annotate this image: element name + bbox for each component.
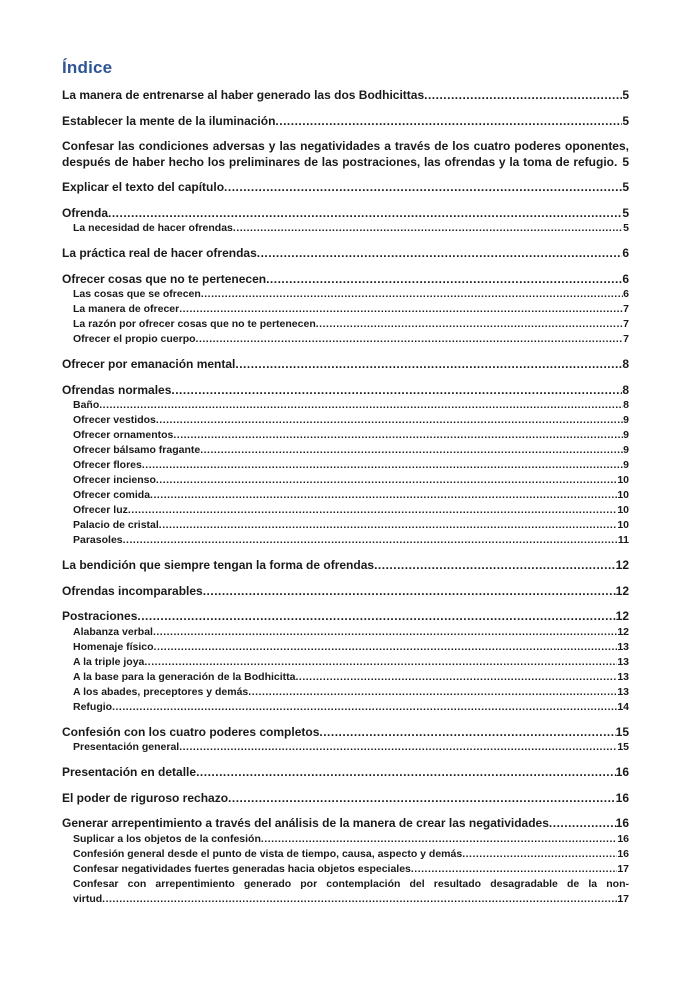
toc-leader-dots — [319, 725, 615, 741]
toc-page-number: 7 — [623, 333, 629, 345]
toc-page-number: 13 — [617, 655, 629, 668]
toc-leader-dots — [266, 272, 622, 288]
toc-entry[interactable] — [62, 670, 629, 685]
toc-entry[interactable] — [62, 317, 629, 332]
toc-page-number: 16 — [617, 832, 629, 845]
toc-entry-title: Ofrendas incomparables — [62, 583, 203, 598]
toc-page-number: 10 — [617, 489, 629, 501]
toc-list — [62, 88, 629, 907]
toc-entry-title: Las cosas que se ofrecen — [73, 288, 201, 300]
toc-entry[interactable] — [62, 609, 629, 625]
toc-leader-dots — [275, 114, 622, 130]
toc-entry[interactable] — [62, 206, 629, 222]
toc-entry-title: Ofrecer flores — [73, 459, 142, 471]
toc-entry-title: Suplicar a los objetos de la confesión — [73, 832, 261, 845]
toc-leader-dots — [108, 206, 622, 222]
toc-leader-dots — [549, 816, 616, 832]
toc-leader-dots — [248, 685, 617, 700]
toc-leader-dots — [196, 765, 616, 781]
toc-entry-title: Ofrecer bálsamo fragante — [73, 444, 201, 456]
toc-entry[interactable] — [62, 862, 629, 877]
toc-leader-dots — [179, 302, 623, 317]
toc-entry[interactable] — [62, 488, 629, 503]
toc-page-number: 6 — [622, 246, 629, 260]
toc-entry-title: después de haber hecho los preliminares de las postraciones, las ofrendas y la toma de refugio. — [62, 154, 618, 169]
toc-entry[interactable] — [62, 287, 629, 302]
toc-entry[interactable] — [62, 246, 629, 262]
toc-leader-dots — [128, 503, 617, 518]
toc-leader-dots — [179, 740, 617, 755]
toc-page-number: 5 — [623, 222, 629, 234]
toc-page-number: 16 — [615, 816, 629, 830]
toc-entry[interactable] — [62, 114, 629, 130]
toc-entry[interactable] — [62, 625, 629, 640]
toc-page-number: 11 — [617, 534, 629, 546]
toc-entry[interactable] — [62, 740, 629, 755]
toc-entry-title: Palacio de cristal — [73, 519, 159, 531]
toc-entry-title: La manera de entrenarse al haber generado las dos Bodhicittas — [62, 88, 425, 102]
toc-leader-dots — [200, 443, 623, 458]
toc-page-number: 5 — [622, 180, 629, 194]
toc-entry[interactable] — [62, 357, 629, 373]
toc-entry[interactable] — [62, 180, 629, 196]
toc-page-number: 9 — [623, 444, 629, 456]
toc-page-number: 10 — [617, 504, 629, 516]
toc-leader-dots — [462, 847, 617, 862]
toc-leader-dots — [137, 609, 615, 625]
toc-entry-title: La razón por ofrecer cosas que no te pertenecen — [73, 318, 316, 330]
toc-entry[interactable] — [62, 832, 629, 847]
toc-entry-title: Ofrendas normales — [62, 382, 172, 397]
toc-entry[interactable] — [62, 383, 629, 399]
toc-leader-dots — [144, 655, 617, 670]
toc-entry-title: Ofrecer comida — [73, 489, 151, 501]
toc-entry-title: Establecer la mente de la iluminación — [62, 113, 276, 128]
toc-entry-title: La manera de ofrecer — [73, 303, 180, 315]
toc-entry-title: Ofrecer por emanación mental — [62, 357, 236, 371]
toc-entry[interactable] — [62, 685, 629, 700]
toc-leader-dots — [156, 473, 617, 488]
toc-entry-title: virtud — [73, 892, 103, 905]
toc-leader-dots — [171, 383, 622, 399]
toc-page-number: 9 — [623, 414, 629, 426]
toc-entry[interactable] — [62, 725, 629, 741]
toc-leader-dots — [374, 558, 616, 574]
toc-page-number: 12 — [615, 609, 629, 623]
toc-entry-title: La bendición que siempre tengan la forma de ofrendas — [62, 558, 375, 572]
toc-entry[interactable] — [62, 816, 629, 832]
toc-entry-title: La necesidad de hacer ofrendas — [73, 222, 233, 234]
toc-leader-dots — [196, 332, 624, 347]
toc-entry[interactable] — [62, 428, 629, 443]
toc-leader-dots — [150, 488, 617, 503]
toc-entry[interactable] — [62, 877, 629, 907]
toc-leader-dots — [228, 791, 616, 807]
toc-entry-title: A la triple joya — [73, 655, 145, 668]
toc-entry-title: A la base para la generación de la Bodhicitta — [73, 670, 296, 683]
toc-entry-title: Alabanza verbal — [73, 625, 153, 638]
toc-entry-title: Parasoles — [73, 534, 123, 546]
toc-entry-title: Presentación en detalle — [62, 765, 197, 779]
toc-entry-title: Baño — [73, 399, 100, 411]
toc-page-number: 16 — [615, 765, 629, 779]
toc-entry-title: Presentación general — [73, 741, 180, 753]
toc-page-number: 13 — [617, 670, 629, 683]
toc-page-number: 12 — [615, 583, 629, 598]
toc-entry[interactable] — [62, 558, 629, 574]
toc-entry[interactable] — [62, 765, 629, 781]
toc-entry-title: Explicar el texto del capítulo — [62, 180, 225, 194]
toc-leader-dots — [201, 287, 623, 302]
toc-entry[interactable] — [62, 221, 629, 236]
toc-page-number: 15 — [615, 724, 629, 739]
toc-page-number: 5 — [622, 113, 629, 128]
toc-entry-title: Confesión general desde el punto de vista de tiempo, causa, aspecto y demás — [73, 847, 463, 860]
toc-entry[interactable] — [62, 791, 629, 807]
toc-entry-title: Refugio — [73, 700, 113, 713]
toc-page-number: 16 — [615, 790, 629, 805]
toc-entry[interactable] — [62, 272, 629, 288]
toc-page-number: 8 — [623, 399, 629, 411]
toc-entry-title: A los abades, preceptores y demás — [73, 685, 249, 698]
toc-page-number: 17 — [617, 892, 629, 905]
toc-entry-title: Ofrenda — [62, 205, 109, 220]
toc-leader-dots — [257, 246, 623, 262]
toc-page-number: 10 — [617, 474, 629, 486]
toc-entry[interactable] — [62, 584, 629, 600]
toc-page-number: 10 — [617, 519, 629, 531]
toc-leader-dots — [424, 88, 622, 104]
toc-entry-title: El poder de riguroso rechazo — [62, 790, 229, 805]
toc-entry[interactable] — [62, 458, 629, 473]
toc-page-number: 6 — [622, 271, 629, 286]
toc-leader-dots — [156, 413, 623, 428]
toc-page-number: 17 — [617, 862, 629, 875]
toc-page-number: 12 — [617, 625, 629, 638]
toc-leader-dots — [316, 317, 623, 332]
toc-page-number: 15 — [617, 741, 629, 753]
toc-leader-dots — [224, 180, 622, 196]
toc-entry[interactable] — [62, 473, 629, 488]
toc-leader-dots — [159, 518, 618, 533]
toc-page-number: 13 — [617, 685, 629, 698]
toc-page-number: 5 — [622, 154, 629, 169]
toc-page-number: 12 — [615, 558, 629, 572]
toc-leader-dots — [153, 625, 617, 640]
toc-entry[interactable] — [62, 847, 629, 862]
toc-entry[interactable] — [62, 640, 629, 655]
toc-page-number: 8 — [622, 357, 629, 371]
toc-entry[interactable] — [62, 302, 629, 317]
toc-leader-dots — [233, 221, 623, 236]
toc-leader-dots — [102, 892, 617, 907]
toc-page-number: 6 — [623, 288, 629, 300]
toc-entry[interactable] — [62, 503, 629, 518]
toc-page-number: 8 — [622, 382, 629, 397]
toc-leader-dots — [296, 670, 618, 685]
toc-entry[interactable] — [62, 398, 629, 413]
toc-entry-title: Confesión con los cuatro poderes completos — [62, 724, 320, 739]
toc-page-number: 7 — [623, 318, 629, 330]
toc-leader-dots — [173, 428, 623, 443]
toc-entry-title: Ofrecer ornamentos — [73, 429, 174, 441]
toc-page-number: 13 — [617, 640, 629, 653]
toc-entry[interactable] — [62, 655, 629, 670]
toc-entry[interactable] — [62, 413, 629, 428]
toc-entry-title: La práctica real de hacer ofrendas — [62, 246, 257, 260]
toc-entry[interactable] — [62, 139, 629, 170]
toc-page-number: 9 — [623, 459, 629, 471]
toc-entry-title: Ofrecer el propio cuerpo — [73, 333, 196, 345]
toc-leader-dots — [203, 584, 616, 600]
toc-entry-title: Ofrecer vestidos — [73, 414, 156, 426]
toc-leader-dots — [154, 640, 618, 655]
toc-leader-dots — [99, 398, 623, 413]
toc-leader-dots — [235, 357, 622, 373]
toc-page-number: 14 — [617, 700, 629, 713]
toc-entry[interactable] — [62, 518, 629, 533]
toc-entry-title: Confesar con arrepentimiento generado por contemplación del resultado desagradable de la non- — [73, 877, 629, 890]
toc-entry[interactable] — [62, 533, 629, 548]
toc-leader-dots — [142, 458, 623, 473]
toc-entry[interactable] — [62, 443, 629, 458]
toc-entry[interactable] — [62, 700, 629, 715]
toc-page-number: 16 — [617, 847, 629, 860]
toc-entry-title: Ofrecer incienso — [73, 474, 156, 486]
toc-leader-dots — [123, 533, 618, 548]
toc-entry-title: Postraciones — [62, 609, 138, 623]
toc-leader-dots — [112, 700, 617, 715]
toc-page-number: 5 — [622, 205, 629, 220]
toc-leader-dots — [411, 862, 617, 877]
toc-entry-title: Homenaje físico — [73, 640, 154, 653]
toc-entry[interactable] — [62, 332, 629, 347]
toc-entry[interactable] — [62, 88, 629, 104]
toc-entry-title: Generar arrepentimiento a través del análisis de la manera de crear las negatividades — [62, 816, 549, 830]
toc-entry-title: Ofrecer cosas que no te pertenecen — [62, 271, 267, 286]
toc-entry-title: Ofrecer luz — [73, 504, 128, 516]
toc-page-number: 5 — [622, 88, 629, 102]
toc-entry-title: Confesar negatividades fuertes generadas hacia objetos especiales — [73, 862, 411, 875]
toc-entry-title: Confesar las condiciones adversas y las negatividades a través de los cuatro poderes oponentes, — [62, 139, 629, 153]
toc-page-number: 9 — [623, 429, 629, 441]
toc-leader-dots — [261, 832, 617, 847]
toc-page-number: 7 — [623, 303, 629, 315]
page-title: Índice — [62, 58, 113, 77]
